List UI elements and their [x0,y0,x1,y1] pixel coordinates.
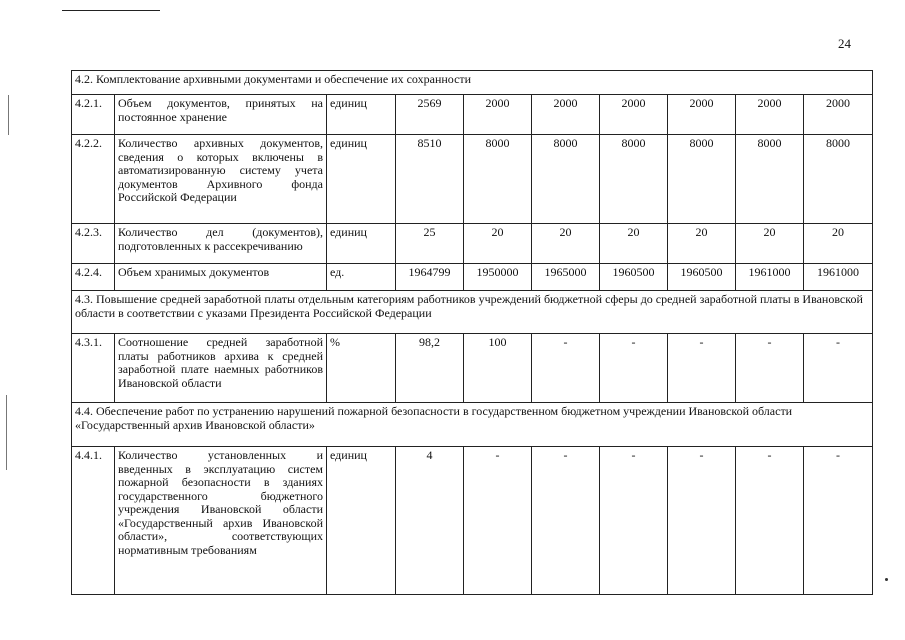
row-value: 2000 [532,95,600,135]
section-header-row [72,71,873,95]
row-unit: единиц [327,95,396,135]
row-value: 1960500 [668,264,736,291]
scan-speck [885,578,888,581]
row-value: 20 [464,224,532,264]
row-value: 1965000 [532,264,600,291]
row-value: 8000 [804,135,873,224]
row-value: 1964799 [396,264,464,291]
table-row [72,334,873,403]
row-value: 20 [600,224,668,264]
margin-scan-mark [8,95,9,135]
row-value: - [668,447,736,595]
row-code: 4.2.4. [72,264,115,291]
row-value: 1950000 [464,264,532,291]
row-unit: ед. [327,264,396,291]
page-number: 24 [838,36,851,51]
row-code: 4.2.3. [72,224,115,264]
row-value: 8000 [600,135,668,224]
row-name: Количество дел (документов), подготовленных к рассекречиванию [115,224,327,264]
row-value: 8000 [532,135,600,224]
row-value: 1961000 [804,264,873,291]
row-name: Количество установленных и введенных в эксплуатацию систем пожарной безопасности в зданиях государственного бюджетного учреждения Ивановской области «Государственный архив Ивановской области», соответствующих нормативным требованиям [115,447,327,595]
row-code: 4.4.1. [72,447,115,595]
row-value: 8000 [736,135,804,224]
row-value: - [600,334,668,403]
row-code: 4.2.1. [72,95,115,135]
row-value: - [736,334,804,403]
row-value: 2000 [600,95,668,135]
table-row [72,224,873,264]
row-name: Объем документов, принятых на постоянное хранение [115,95,327,135]
row-value: 2000 [668,95,736,135]
row-name: Соотношение средней заработной платы работников архива к средней заработной плате наемных работников Ивановской области [115,334,327,403]
section-title: 4.2. Комплектование архивными документами и обеспечение их сохранности [72,71,873,95]
row-value: 20 [668,224,736,264]
row-value: - [600,447,668,595]
row-name: Количество архивных документов, сведения о которых включены в автоматизированную систему учета документов Архивного фонда Российской Федерации [115,135,327,224]
table-row [72,95,873,135]
row-value: 2000 [804,95,873,135]
row-unit: единиц [327,135,396,224]
row-value: - [668,334,736,403]
row-value: - [532,334,600,403]
section-title: 4.4. Обеспечение работ по устранению нарушений пожарной безопасности в государственном бюджетном учреждении Ивановской области «Государственный архив Ивановской области» [72,403,873,447]
table-row [72,447,873,595]
row-value: 8000 [464,135,532,224]
header-rule [62,10,160,11]
row-value: 20 [736,224,804,264]
indicators-table [71,70,873,595]
row-value: - [736,447,804,595]
section-header-row [72,291,873,334]
table-row [72,135,873,224]
row-value: 8510 [396,135,464,224]
row-value: 98,2 [396,334,464,403]
row-name: Объем хранимых документов [115,264,327,291]
table-row [72,264,873,291]
row-value: - [464,447,532,595]
row-value: 1960500 [600,264,668,291]
row-value: - [804,447,873,595]
row-value: - [532,447,600,595]
row-value: 1961000 [736,264,804,291]
section-title: 4.3. Повышение средней заработной платы отдельным категориям работников учреждений бюджетной сферы до средней заработной платы в Ивановской области в соответствии с указами Президента Российской Федерации [72,291,873,334]
row-value: 2569 [396,95,464,135]
row-value: 20 [804,224,873,264]
row-unit: единиц [327,447,396,595]
row-value: 25 [396,224,464,264]
row-value: 2000 [464,95,532,135]
row-value: 2000 [736,95,804,135]
row-unit: % [327,334,396,403]
row-value: 8000 [668,135,736,224]
row-value: - [804,334,873,403]
margin-scan-mark [6,395,7,470]
section-header-row [72,403,873,447]
row-value: 4 [396,447,464,595]
row-unit: единиц [327,224,396,264]
row-value: 100 [464,334,532,403]
row-code: 4.2.2. [72,135,115,224]
row-value: 20 [532,224,600,264]
row-code: 4.3.1. [72,334,115,403]
